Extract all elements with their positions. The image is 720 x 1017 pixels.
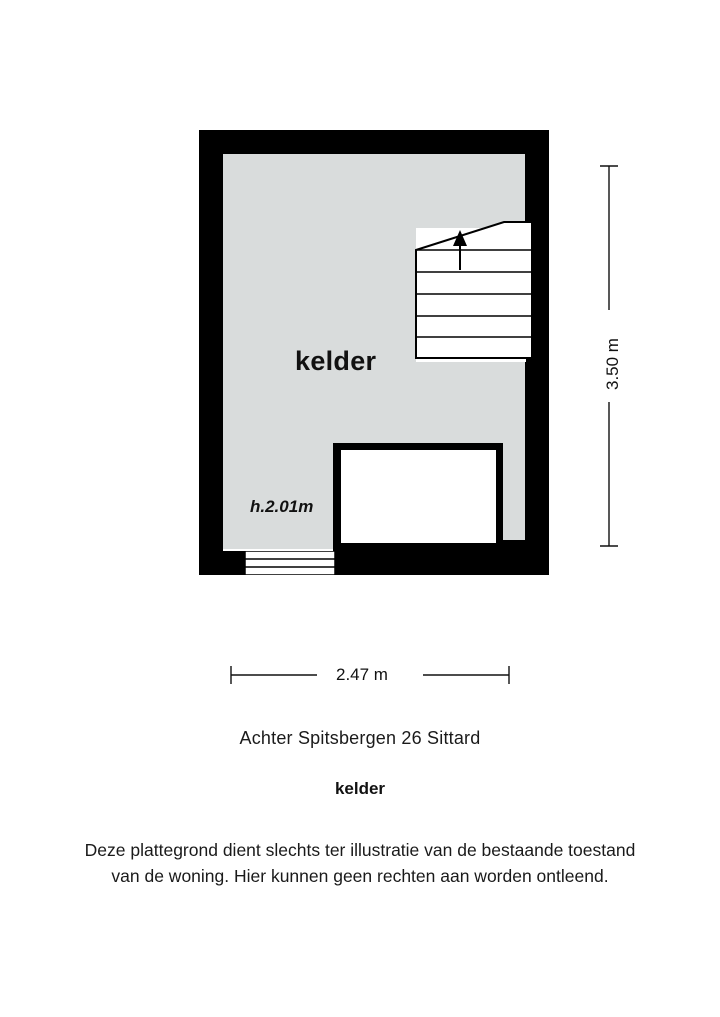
disclaimer-line-1: Deze plattegrond dient slechts ter illustratie van de bestaande toestand xyxy=(84,840,636,860)
caption-block xyxy=(0,728,720,889)
floor-name-text: kelder xyxy=(334,779,386,798)
wall-left xyxy=(199,130,223,575)
disclaimer-line-2: van de woning. Hier kunnen geen rechten aan worden ontleend. xyxy=(111,866,609,886)
room-label-kelder: kelder xyxy=(295,346,377,376)
ceiling-height-label: h.2.01m xyxy=(250,497,314,516)
wall-interior-bottom-right xyxy=(333,540,549,575)
closet-interior xyxy=(341,450,496,543)
wall-top xyxy=(199,130,549,154)
dimension-width-label: 2.47 m xyxy=(336,665,388,684)
address-text: Achter Spitsbergen 26 Sittard xyxy=(239,728,481,748)
staircase xyxy=(412,210,532,370)
window-icon xyxy=(245,551,335,575)
wall-interior-closet-right xyxy=(496,443,503,543)
wall-interior-closet-left xyxy=(333,443,341,543)
wall-interior-closet-top xyxy=(333,443,503,450)
dimension-height-label: 3.50 m xyxy=(603,338,622,390)
